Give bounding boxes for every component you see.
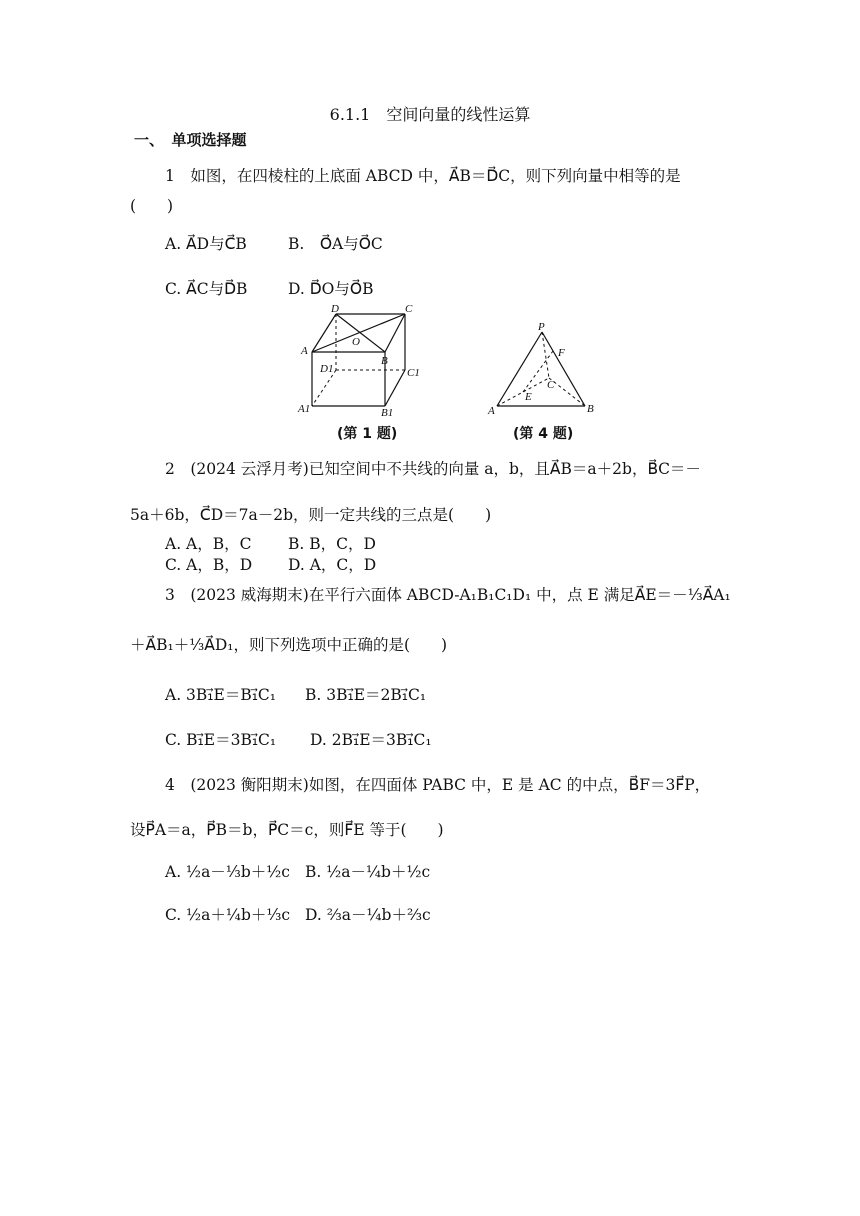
label-D1: D1 [320,363,334,375]
label-E: E [525,391,532,403]
label-C1: C1 [407,367,420,379]
q1-option-b: B. O⃗A与O⃗C [288,235,383,253]
q4-option-b: B. ½a－¼b＋½c [305,863,431,881]
q3-option-d: D. 2B₁⃗E＝3B₁⃗C₁ [310,731,432,749]
q4-option-d: D. ⅔a－¼b＋⅔c [305,906,431,924]
q3-stem-line1: 3 (2023 威海期末)在平行六面体 ABCD-A₁B₁C₁D₁ 中，点 E 满足A⃗E＝－⅓A⃗A₁ [165,586,731,604]
q3-stem-line2: ＋A⃗B₁＋⅓A⃗D₁，则下列选项中正确的是( ) [130,636,448,654]
label-B1: B1 [381,407,394,419]
q3-option-b: B. 3B₁⃗E＝2B₁⃗C₁ [305,686,427,704]
label-A: A [488,405,495,417]
figure-4-tetrahedron [485,320,600,420]
figure-4-caption: (第 4 题) [513,426,574,442]
label-B: B [381,355,388,367]
label-C: C [405,304,413,315]
q1-option-c: C. A⃗C与D⃗B [165,280,248,298]
label-O: O [352,336,360,348]
q1-answer-paren: ( ) [130,197,174,215]
section-heading: 一、 单项选择题 [134,131,247,149]
q1-option-d: D. D⃗O与O⃗B [288,280,374,298]
q3-option-c: C. B₁⃗E＝3B₁⃗C₁ [165,731,277,749]
label-P: P [538,321,545,333]
q2-option-a: A. A，B，C [165,535,252,553]
q1-option-a: A. A⃗D与C⃗B [165,235,247,253]
q4-option-a: A. ½a－⅓b＋½c [165,863,290,881]
label-A: A [301,345,308,357]
q2-option-c: C. A，B，D [165,556,253,574]
q3-option-a: A. 3B₁⃗E＝B₁⃗C₁ [165,686,277,704]
label-F: F [558,347,565,359]
q1-stem: 1 如图，在四棱柱的上底面 ABCD 中，A⃗B＝D⃗C，则下列向量中相等的是 [165,167,681,185]
page-title: 6.1.1 空间向量的线性运算 [329,105,531,124]
q4-stem-line2: 设P⃗A＝a，P⃗B＝b，P⃗C＝c，则F⃗E 等于( ) [130,821,444,839]
q4-option-c: C. ½a＋¼b＋⅓c [165,906,291,924]
q2-stem-line1: 2 (2024 云浮月考)已知空间中不共线的向量 a，b，且A⃗B＝a＋2b，B⃗C＝－ [165,460,701,478]
q2-option-d: D. A，C，D [288,556,377,574]
label-B: B [587,403,594,415]
label-D: D [331,304,339,315]
q4-stem-line1: 4 (2023 衡阳期末)如图，在四面体 PABC 中，E 是 AC 的中点，B⃗F＝3F⃗P， [165,776,711,794]
figure-1-prism [295,304,425,422]
label-A1: A1 [298,403,311,415]
q2-stem-line2: 5a＋6b，C⃗D＝7a－2b，则一定共线的三点是( ) [130,506,492,524]
label-C: C [547,379,555,391]
figure-1-caption: (第 1 题) [337,426,398,442]
q2-option-b: B. B，C，D [288,535,376,553]
